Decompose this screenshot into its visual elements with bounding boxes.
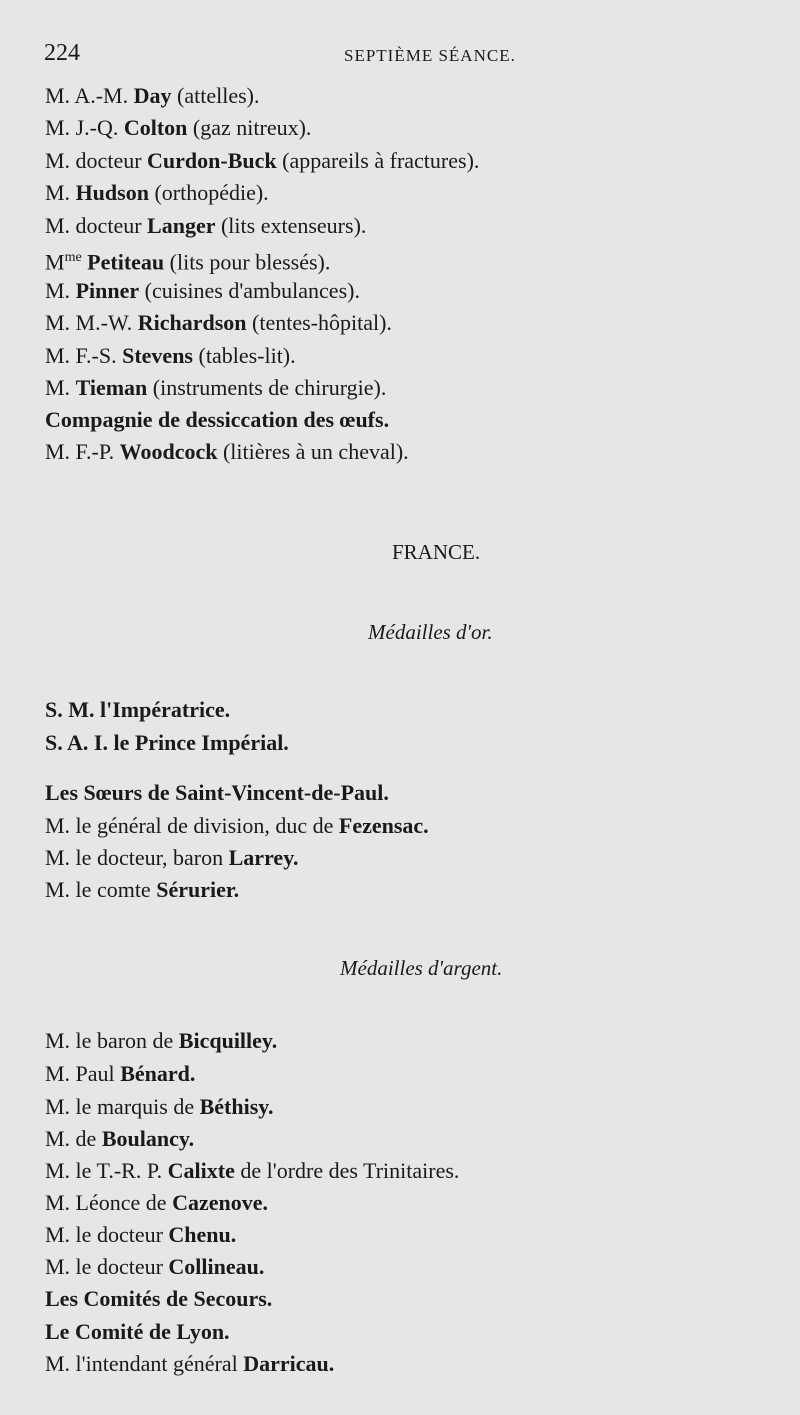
list-item <box>45 1125 194 1153</box>
list-item <box>45 1285 272 1313</box>
list-item <box>45 729 289 757</box>
item-prefix: M. le docteur <box>45 1222 169 1247</box>
item-prefix: M. le général de division, duc de <box>45 813 339 838</box>
item-name: Compagnie de dessiccation des œufs. <box>45 407 390 432</box>
item-name: Sérurier. <box>156 877 240 902</box>
item-prefix: M. le docteur <box>45 1254 169 1279</box>
item-name: Larrey. <box>228 845 299 870</box>
item-prefix: M. le baron de <box>45 1028 179 1053</box>
item-prefix: M. M.-W. <box>45 310 138 335</box>
item-name: Collineau. <box>168 1254 265 1279</box>
item-name: Day <box>133 83 172 108</box>
item-description: de l'ordre des Trinitaires. <box>234 1158 460 1183</box>
list-item <box>45 696 230 724</box>
list-item <box>45 277 360 305</box>
item-name: Cazenove. <box>172 1190 268 1215</box>
list-item <box>45 1350 334 1378</box>
item-prefix: M. <box>45 180 76 205</box>
list-item <box>45 114 311 142</box>
item-name: Bicquilley. <box>178 1028 278 1053</box>
list-item <box>45 1253 264 1281</box>
list-item <box>45 406 389 434</box>
item-name: Chenu. <box>168 1222 237 1247</box>
item-prefix: M. docteur <box>45 213 148 238</box>
list-item <box>45 1318 230 1346</box>
item-name: Petiteau <box>87 249 165 275</box>
item-prefix: M. de <box>45 1126 102 1151</box>
item-description: (litières à un cheval). <box>217 439 409 464</box>
list-item <box>45 212 366 240</box>
item-prefix: M. docteur <box>45 148 148 173</box>
list-item <box>45 342 296 370</box>
item-name: Béthisy. <box>199 1094 274 1119</box>
list-item <box>45 179 269 207</box>
item-description: (appareils à fractures). <box>276 148 480 173</box>
country-heading: FRANCE. <box>392 540 481 564</box>
item-description: (tentes-hôpital). <box>246 310 392 335</box>
item-name: Langer <box>147 213 216 238</box>
gold-medals-heading: Médailles d'or. <box>368 620 493 644</box>
list-item <box>45 779 389 807</box>
list-item <box>45 1157 459 1185</box>
item-description: (gaz nitreux). <box>187 115 312 140</box>
item-name: Richardson <box>137 310 247 335</box>
item-prefix: M. Paul <box>45 1061 121 1086</box>
item-prefix: M. le docteur, baron <box>45 845 229 870</box>
item-name: Pinner <box>75 278 140 303</box>
item-prefix: M. <box>45 375 76 400</box>
item-prefix: M. A.-M. <box>45 83 134 108</box>
item-description: (cuisines d'ambulances). <box>139 278 360 303</box>
running-head: SEPTIÈME SÉANCE. <box>344 46 516 65</box>
item-prefix: M. l'intendant général <box>45 1351 244 1376</box>
page-header <box>44 40 764 74</box>
item-name: Bénard. <box>120 1061 196 1086</box>
item-name: Stevens <box>122 343 193 368</box>
page-number: 224 <box>44 40 80 66</box>
item-name: Tieman <box>75 375 148 400</box>
item-name: Curdon-Buck <box>147 148 277 173</box>
item-name: Woodcock <box>119 439 218 464</box>
item-name: Fezensac. <box>338 813 429 838</box>
item-description: (lits pour blessés). <box>164 249 331 275</box>
item-prefix: M. le T.-R. P. <box>45 1158 168 1183</box>
list-item <box>45 812 429 840</box>
item-description: (instruments de chirurgie). <box>147 375 387 400</box>
silver-medals-heading: Médailles d'argent. <box>340 956 503 980</box>
item-description: (orthopédie). <box>148 180 269 205</box>
item-prefix: M. F.-P. <box>45 439 120 464</box>
list-item <box>45 1027 277 1055</box>
list-item <box>45 438 409 466</box>
item-description: (lits extenseurs). <box>215 213 367 238</box>
item-name: Darricau. <box>243 1351 335 1376</box>
item-prefix: M. Léonce de <box>45 1190 173 1215</box>
list-item <box>45 844 298 872</box>
list-item <box>45 309 392 337</box>
item-prefix: M <box>45 249 65 275</box>
list-item <box>45 244 330 276</box>
list-item <box>45 876 239 904</box>
item-name: Boulancy. <box>101 1126 195 1151</box>
item-prefix: M. F.-S. <box>45 343 123 368</box>
item-name: Le Comité de Lyon. <box>45 1319 230 1344</box>
item-superscript: me <box>64 250 82 265</box>
item-description: (tables-lit). <box>193 343 296 368</box>
item-prefix: M. <box>45 278 76 303</box>
list-item <box>45 147 479 175</box>
item-prefix: M. le comte <box>45 877 157 902</box>
list-item <box>45 1221 236 1249</box>
list-item <box>45 1060 195 1088</box>
item-name: Colton <box>123 115 188 140</box>
item-description: (attelles). <box>171 83 260 108</box>
item-name: Calixte <box>167 1158 235 1183</box>
list-item <box>45 1189 268 1217</box>
item-name: Hudson <box>75 180 149 205</box>
list-item <box>45 1093 274 1121</box>
item-name: S. A. I. le Prince Impérial. <box>45 730 289 755</box>
item-name: Les Comités de Secours. <box>45 1286 273 1311</box>
item-prefix: M. J.-Q. <box>45 115 124 140</box>
list-item <box>45 82 259 110</box>
item-name: Les Sœurs de Saint-Vincent-de-Paul. <box>45 780 389 805</box>
item-prefix: M. le marquis de <box>45 1094 200 1119</box>
list-item <box>45 374 386 402</box>
item-name: S. M. l'Impératrice. <box>45 697 231 722</box>
